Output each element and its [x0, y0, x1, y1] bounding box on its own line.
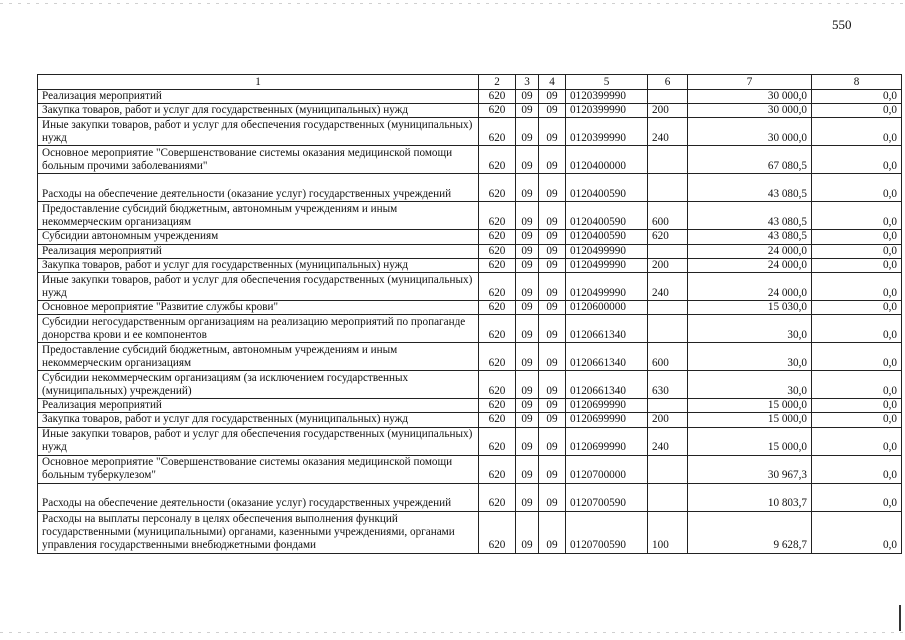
row-subsection-code: 09: [539, 371, 566, 399]
row-subsection-code: 09: [539, 202, 566, 230]
row-target-article-code: 0120699990: [566, 413, 648, 427]
row-subsection-code: 09: [539, 455, 566, 483]
row-subsection-code: 09: [539, 90, 566, 104]
row-amount-col8: 0,0: [812, 146, 902, 174]
table-row: [38, 483, 902, 511]
row-ministry-code: 620: [479, 174, 516, 202]
row-section-code: 09: [516, 483, 539, 511]
row-amount-col8: 0,0: [812, 399, 902, 413]
row-ministry-code: 620: [479, 343, 516, 371]
row-section-code: 09: [516, 371, 539, 399]
row-name-cell: Субсидии некоммерческим организациям (за исключением государственных (муниципальных) учреждений): [38, 371, 479, 399]
table-row: [38, 371, 902, 399]
table-row: [38, 104, 902, 118]
row-ministry-code: 620: [479, 427, 516, 455]
row-subsection-code: 09: [539, 174, 566, 202]
row-ministry-code: 620: [479, 258, 516, 272]
row-subsection-code: 09: [539, 399, 566, 413]
row-subsection-code: 09: [539, 104, 566, 118]
header-cell: 2: [479, 75, 516, 90]
row-target-article-code: 0120700590: [566, 483, 648, 511]
row-section-code: 09: [516, 146, 539, 174]
row-name-cell: Расходы на обеспечение деятельности (оказание услуг) государственных учреждений: [38, 174, 479, 202]
row-expense-type-code: [648, 174, 688, 202]
row-expense-type-code: 200: [648, 104, 688, 118]
row-amount-col8: 0,0: [812, 230, 902, 244]
row-target-article-code: 0120700000: [566, 455, 648, 483]
row-name-cell: Расходы на обеспечение деятельности (оказание услуг) государственных учреждений: [38, 483, 479, 511]
row-amount-col8: 0,0: [812, 483, 902, 511]
row-amount: 24 000,0: [688, 258, 812, 272]
row-ministry-code: 620: [479, 230, 516, 244]
row-ministry-code: 620: [479, 90, 516, 104]
row-name-cell: Иные закупки товаров, работ и услуг для обеспечения государственных (муниципальных) нужд: [38, 427, 479, 455]
table-row: [38, 230, 902, 244]
row-ministry-code: 620: [479, 202, 516, 230]
row-target-article-code: 0120399990: [566, 118, 648, 146]
row-name-cell: Закупка товаров, работ и услуг для государственных (муниципальных) нужд: [38, 104, 479, 118]
row-subsection-code: 09: [539, 258, 566, 272]
row-name-cell: Иные закупки товаров, работ и услуг для обеспечения государственных (муниципальных) нужд: [38, 273, 479, 301]
row-name-cell: Основное мероприятие "Совершенствование системы оказания медицинской помощи больным туберкулезом": [38, 455, 479, 483]
row-amount-col8: 0,0: [812, 174, 902, 202]
row-expense-type-code: 630: [648, 371, 688, 399]
row-section-code: 09: [516, 343, 539, 371]
row-name-cell: Реализация мероприятий: [38, 244, 479, 258]
row-target-article-code: 0120400590: [566, 174, 648, 202]
row-expense-type-code: [648, 90, 688, 104]
row-amount: 30 967,3: [688, 455, 812, 483]
row-section-code: 09: [516, 413, 539, 427]
row-expense-type-code: [648, 399, 688, 413]
table-row: [38, 427, 902, 455]
row-expense-type-code: 600: [648, 202, 688, 230]
row-subsection-code: 09: [539, 343, 566, 371]
row-target-article-code: 0120499990: [566, 244, 648, 258]
row-ministry-code: 620: [479, 244, 516, 258]
row-expense-type-code: [648, 315, 688, 343]
row-amount-col8: 0,0: [812, 343, 902, 371]
row-amount: 43 080,5: [688, 174, 812, 202]
table-row: [38, 399, 902, 413]
row-section-code: 09: [516, 174, 539, 202]
row-amount: 15 000,0: [688, 427, 812, 455]
row-subsection-code: 09: [539, 483, 566, 511]
row-name-cell: Основное мероприятие "Развитие службы крови": [38, 301, 479, 315]
row-subsection-code: 09: [539, 511, 566, 553]
header-cell: 1: [38, 75, 479, 90]
header-cell: 4: [539, 75, 566, 90]
row-amount-col8: 0,0: [812, 301, 902, 315]
row-target-article-code: 0120661340: [566, 343, 648, 371]
row-amount: 15 000,0: [688, 413, 812, 427]
table-row: [38, 273, 902, 301]
row-expense-type-code: 200: [648, 413, 688, 427]
row-amount-col8: 0,0: [812, 258, 902, 272]
row-ministry-code: 620: [479, 118, 516, 146]
table-header-row: [38, 75, 902, 90]
row-expense-type-code: [648, 146, 688, 174]
row-section-code: 09: [516, 511, 539, 553]
row-name-cell: Субсидии автономным учреждениям: [38, 230, 479, 244]
table-row: [38, 118, 902, 146]
row-amount: 30 000,0: [688, 104, 812, 118]
row-ministry-code: 620: [479, 455, 516, 483]
row-target-article-code: 0120399990: [566, 90, 648, 104]
row-subsection-code: 09: [539, 315, 566, 343]
table-row: [38, 343, 902, 371]
row-name-cell: Реализация мероприятий: [38, 90, 479, 104]
row-subsection-code: 09: [539, 244, 566, 258]
row-ministry-code: 620: [479, 315, 516, 343]
scan-artifact-bottom: [0, 632, 905, 633]
row-amount-col8: 0,0: [812, 118, 902, 146]
row-amount: 30,0: [688, 371, 812, 399]
row-amount: 67 080,5: [688, 146, 812, 174]
row-expense-type-code: 200: [648, 258, 688, 272]
table-row: [38, 202, 902, 230]
header-cell: 5: [566, 75, 648, 90]
row-expense-type-code: 240: [648, 273, 688, 301]
table-row: [38, 413, 902, 427]
row-section-code: 09: [516, 301, 539, 315]
row-expense-type-code: 240: [648, 427, 688, 455]
table-row: [38, 90, 902, 104]
row-target-article-code: 0120699990: [566, 427, 648, 455]
row-amount-col8: 0,0: [812, 315, 902, 343]
row-ministry-code: 620: [479, 273, 516, 301]
row-section-code: 09: [516, 244, 539, 258]
row-ministry-code: 620: [479, 146, 516, 174]
row-amount: 30,0: [688, 343, 812, 371]
row-ministry-code: 620: [479, 399, 516, 413]
row-ministry-code: 620: [479, 301, 516, 315]
row-name-cell: Реализация мероприятий: [38, 399, 479, 413]
row-amount: 24 000,0: [688, 244, 812, 258]
scan-edge-mark: [899, 605, 901, 631]
row-amount: 9 628,7: [688, 511, 812, 553]
row-amount: 15 030,0: [688, 301, 812, 315]
row-target-article-code: 0120399990: [566, 104, 648, 118]
row-subsection-code: 09: [539, 146, 566, 174]
row-subsection-code: 09: [539, 118, 566, 146]
row-target-article-code: 0120400000: [566, 146, 648, 174]
row-ministry-code: 620: [479, 511, 516, 553]
header-cell: 6: [648, 75, 688, 90]
row-amount-col8: 0,0: [812, 244, 902, 258]
row-ministry-code: 620: [479, 483, 516, 511]
row-section-code: 09: [516, 90, 539, 104]
table-row: [38, 244, 902, 258]
row-name-cell: Расходы на выплаты персоналу в целях обеспечения выполнения функций государственными (муниципальными) органами, казенными учреждениями, органами управления государственными внебюджетными фондами: [38, 511, 479, 553]
row-amount: 30,0: [688, 315, 812, 343]
table-row: [38, 455, 902, 483]
row-expense-type-code: [648, 244, 688, 258]
row-amount-col8: 0,0: [812, 273, 902, 301]
row-name-cell: Основное мероприятие "Совершенствование системы оказания медицинской помощи больным прочими заболеваниями": [38, 146, 479, 174]
table-row: [38, 174, 902, 202]
row-section-code: 09: [516, 202, 539, 230]
row-target-article-code: 0120400590: [566, 202, 648, 230]
row-expense-type-code: 620: [648, 230, 688, 244]
row-target-article-code: 0120499990: [566, 258, 648, 272]
row-name-cell: Предоставление субсидий бюджетным, автономным учреждениям и иным некоммерческим организациям: [38, 202, 479, 230]
row-section-code: 09: [516, 427, 539, 455]
row-ministry-code: 620: [479, 413, 516, 427]
row-amount: 43 080,5: [688, 202, 812, 230]
row-name-cell: Субсидии негосударственным организациям на реализацию мероприятий по пропаганде донорства крови и ее компонентов: [38, 315, 479, 343]
row-expense-type-code: [648, 483, 688, 511]
row-amount: 30 000,0: [688, 90, 812, 104]
row-ministry-code: 620: [479, 104, 516, 118]
row-subsection-code: 09: [539, 230, 566, 244]
row-name-cell: Закупка товаров, работ и услуг для государственных (муниципальных) нужд: [38, 258, 479, 272]
row-section-code: 09: [516, 104, 539, 118]
row-amount-col8: 0,0: [812, 455, 902, 483]
table-row: [38, 146, 902, 174]
row-subsection-code: 09: [539, 427, 566, 455]
row-section-code: 09: [516, 273, 539, 301]
row-target-article-code: 0120400590: [566, 230, 648, 244]
row-section-code: 09: [516, 258, 539, 272]
row-subsection-code: 09: [539, 301, 566, 315]
row-section-code: 09: [516, 118, 539, 146]
row-target-article-code: 0120661340: [566, 315, 648, 343]
table-row: [38, 511, 902, 553]
row-section-code: 09: [516, 399, 539, 413]
row-amount-col8: 0,0: [812, 511, 902, 553]
row-target-article-code: 0120600000: [566, 301, 648, 315]
header-cell: 8: [812, 75, 902, 90]
header-cell: 7: [688, 75, 812, 90]
row-section-code: 09: [516, 455, 539, 483]
page-number: 550: [832, 17, 852, 32]
row-target-article-code: 0120661340: [566, 371, 648, 399]
row-amount: 30 000,0: [688, 118, 812, 146]
row-target-article-code: 0120499990: [566, 273, 648, 301]
row-amount-col8: 0,0: [812, 202, 902, 230]
budget-table: [37, 74, 902, 554]
table-row: [38, 315, 902, 343]
scan-artifact-top: [0, 3, 905, 4]
row-ministry-code: 620: [479, 371, 516, 399]
row-amount: 24 000,0: [688, 273, 812, 301]
row-subsection-code: 09: [539, 413, 566, 427]
row-section-code: 09: [516, 315, 539, 343]
table-row: [38, 301, 902, 315]
row-amount-col8: 0,0: [812, 90, 902, 104]
row-amount-col8: 0,0: [812, 371, 902, 399]
table-row: [38, 258, 902, 272]
row-expense-type-code: 600: [648, 343, 688, 371]
row-amount: 15 000,0: [688, 399, 812, 413]
row-name-cell: Иные закупки товаров, работ и услуг для обеспечения государственных (муниципальных) нужд: [38, 118, 479, 146]
row-amount-col8: 0,0: [812, 413, 902, 427]
row-expense-type-code: [648, 301, 688, 315]
row-name-cell: Предоставление субсидий бюджетным, автономным учреждениям и иным некоммерческим организациям: [38, 343, 479, 371]
row-expense-type-code: 240: [648, 118, 688, 146]
row-expense-type-code: [648, 455, 688, 483]
row-target-article-code: 0120700590: [566, 511, 648, 553]
row-amount: 10 803,7: [688, 483, 812, 511]
row-amount-col8: 0,0: [812, 427, 902, 455]
row-amount: 43 080,5: [688, 230, 812, 244]
row-expense-type-code: 100: [648, 511, 688, 553]
row-section-code: 09: [516, 230, 539, 244]
row-subsection-code: 09: [539, 273, 566, 301]
row-amount-col8: 0,0: [812, 104, 902, 118]
row-name-cell: Закупка товаров, работ и услуг для государственных (муниципальных) нужд: [38, 413, 479, 427]
header-cell: 3: [516, 75, 539, 90]
row-target-article-code: 0120699990: [566, 399, 648, 413]
